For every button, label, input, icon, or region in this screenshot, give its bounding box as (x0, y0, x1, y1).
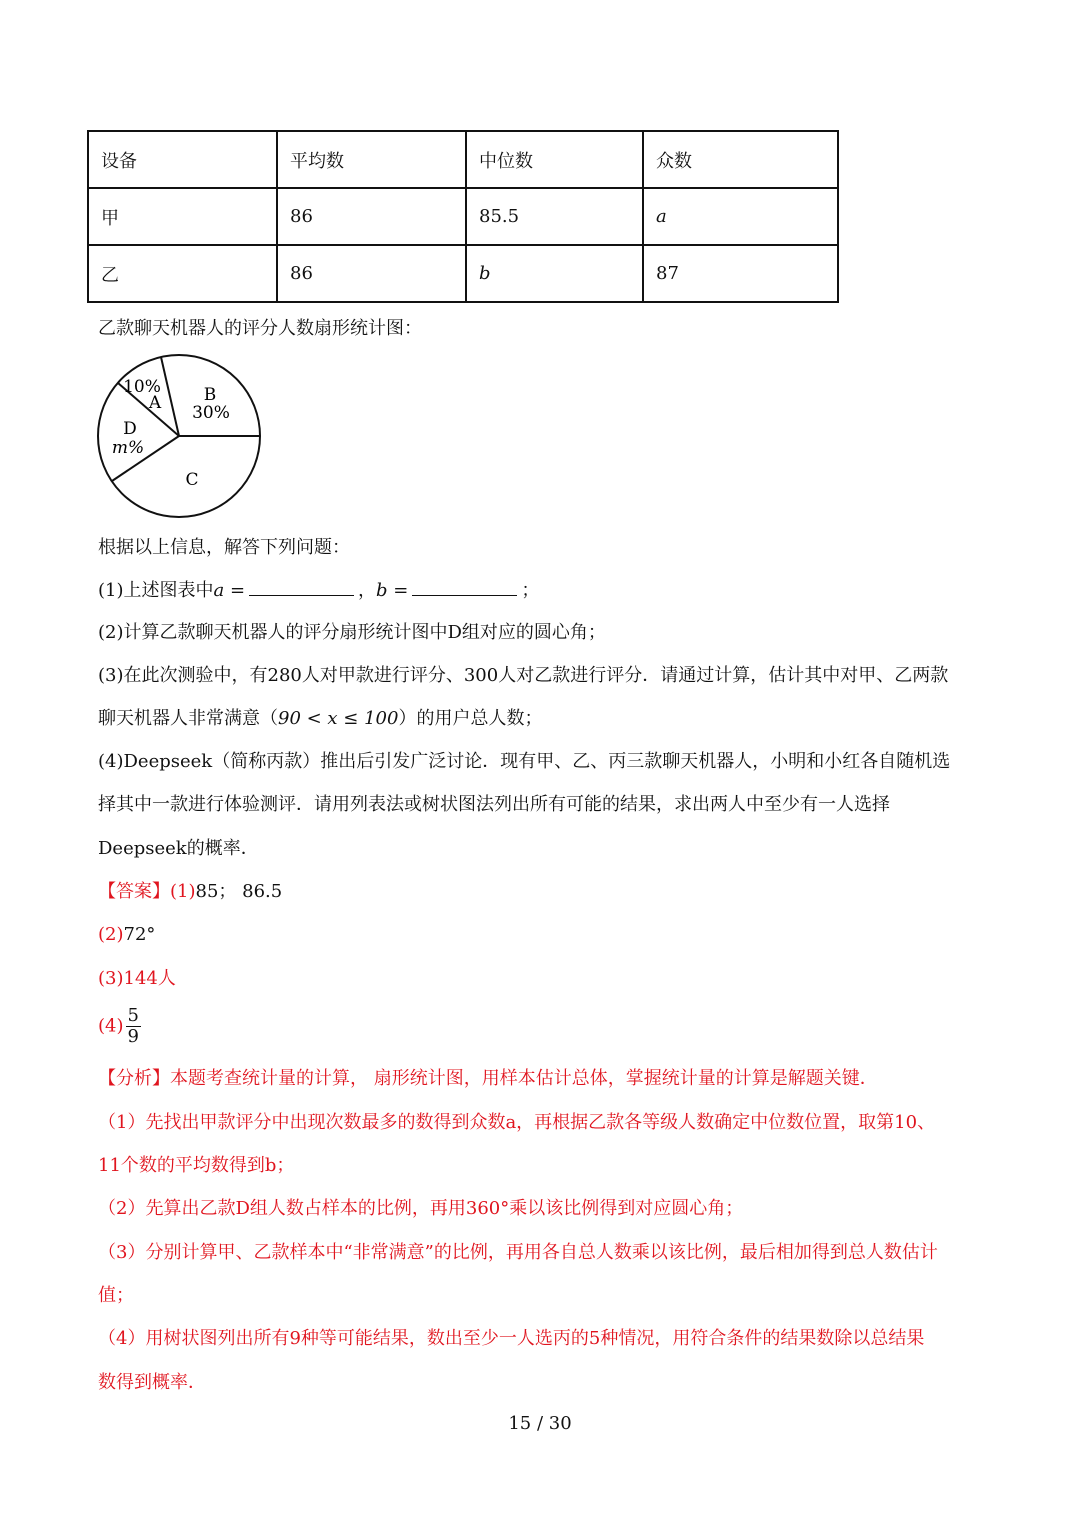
answer-2 (98, 922, 155, 948)
q3-text: 聊天机器人非常满意（ (98, 708, 278, 729)
question-3-line-2 (98, 706, 542, 732)
table-cell: 87 (643, 245, 838, 302)
q1-var-a: a (213, 580, 225, 601)
question-4-line-2: 择其中一款进行体验测评．请用列表法或树状图法列出所有可能的结果，求出两人中至少有一人选择 (98, 794, 890, 815)
question-2: (2)计算乙款聊天机器人的评分扇形统计图中D组对应的圆心角； (98, 622, 606, 643)
q1-equals: = (387, 580, 409, 601)
table-cell: a (643, 188, 838, 245)
table-cell: 86 (277, 245, 466, 302)
analysis-label: 【分析】 (98, 1068, 170, 1089)
slice-b-label: B (203, 385, 217, 405)
table-header-cell: 平均数 (277, 131, 466, 188)
fraction-denominator: 9 (127, 1026, 139, 1047)
question-intro: 根据以上信息，解答下列问题： (98, 537, 350, 558)
answer-blank (412, 577, 517, 596)
answer-4-fraction (126, 1006, 141, 1047)
q1-end: ； (521, 580, 540, 601)
q3-text: ）的用户总人数； (398, 708, 543, 729)
q1-text: (1)上述图表中 (98, 580, 214, 601)
table-row (88, 245, 838, 302)
slice-d-value: m% (111, 438, 145, 458)
pie-chart (94, 352, 266, 520)
q1-var-b: b (376, 580, 388, 601)
q1-comma: ， (358, 580, 377, 601)
question-3-line-1: (3)在此次测验中，有280人对甲款进行评分、300人对乙款进行评分．请通过计算，估计其中对甲、乙两款 (98, 665, 949, 686)
table-cell: 甲 (88, 188, 277, 245)
table-header-cell: 中位数 (466, 131, 643, 188)
answer-2-value: 72° (123, 924, 156, 945)
analysis-intro (98, 1066, 878, 1092)
analysis-intro-text: 本题考查统计量的计算， 扇形统计图，用样本估计总体，掌握统计量的计算是解题关键． (170, 1068, 878, 1089)
answer-3 (98, 966, 176, 992)
answer-1-prefix: (1) (170, 881, 196, 902)
fraction-numerator: 5 (127, 1005, 139, 1026)
table-header-row (88, 131, 838, 188)
answer-3-prefix: (3) (98, 968, 124, 989)
table-cell: 乙 (88, 245, 277, 302)
analysis-2: （2）先算出乙款D组人数占样本的比例，再用360°乘以该比例得到对应圆心角； (98, 1198, 744, 1219)
question-4-line-3: Deepseek的概率． (98, 838, 259, 859)
q1-equals: = (224, 580, 246, 601)
page-number: 15 / 30 (508, 1413, 572, 1434)
statistics-table (87, 130, 839, 303)
pie-boundary-ab (161, 357, 179, 436)
answer-1 (98, 879, 282, 905)
table-cell: 86 (277, 188, 466, 245)
analysis-4-line-1: （4）用树状图列出所有9种等可能结果，数出至少一人选丙的5种情况，用符合条件的结果数除以总结果 (98, 1328, 925, 1349)
answer-4-prefix: (4) (98, 1015, 124, 1037)
answer-blank (249, 577, 354, 596)
table-header-cell: 众数 (643, 131, 838, 188)
slice-c-label: C (185, 470, 199, 490)
analysis-1-line-1: （1）先找出甲款评分中出现次数最多的数得到众数a，再根据乙款各等级人数确定中位数位置，取第10、 (98, 1112, 936, 1133)
table-header-cell: 设备 (88, 131, 277, 188)
answer-label: 【答案】 (98, 881, 170, 902)
table-row (88, 188, 838, 245)
analysis-3-line-2: 值； (98, 1285, 134, 1306)
answer-3-value: 144人 (123, 968, 176, 989)
table-cell: b (466, 245, 643, 302)
answer-4 (98, 1006, 141, 1047)
slice-a-value: 10% (123, 377, 161, 397)
answer-1-value: 85； 86.5 (195, 881, 283, 902)
answer-2-prefix: (2) (98, 924, 124, 945)
analysis-1-line-2: 11个数的平均数得到b； (98, 1155, 295, 1176)
question-4-line-1: (4)Deepseek（简称丙款）推出后引发广泛讨论．现有甲、乙、丙三款聊天机器人，小明和小红各自随机选 (98, 751, 951, 772)
table-cell: 85.5 (466, 188, 643, 245)
slice-d-label: D (123, 419, 137, 439)
q3-inequality: 90 < x ≤ 100 (278, 708, 399, 729)
pie-caption: 乙款聊天机器人的评分人数扇形统计图： (98, 318, 422, 339)
slice-b-value: 30% (192, 403, 230, 423)
analysis-4-line-2: 数得到概率． (98, 1372, 206, 1393)
slice-a-label: A (148, 393, 162, 413)
question-1 (98, 577, 539, 604)
analysis-3-line-1: （3）分别计算甲、乙款样本中“非常满意”的比例，再用各自总人数乘以该比例，最后相加得到总人数估计 (98, 1242, 938, 1263)
